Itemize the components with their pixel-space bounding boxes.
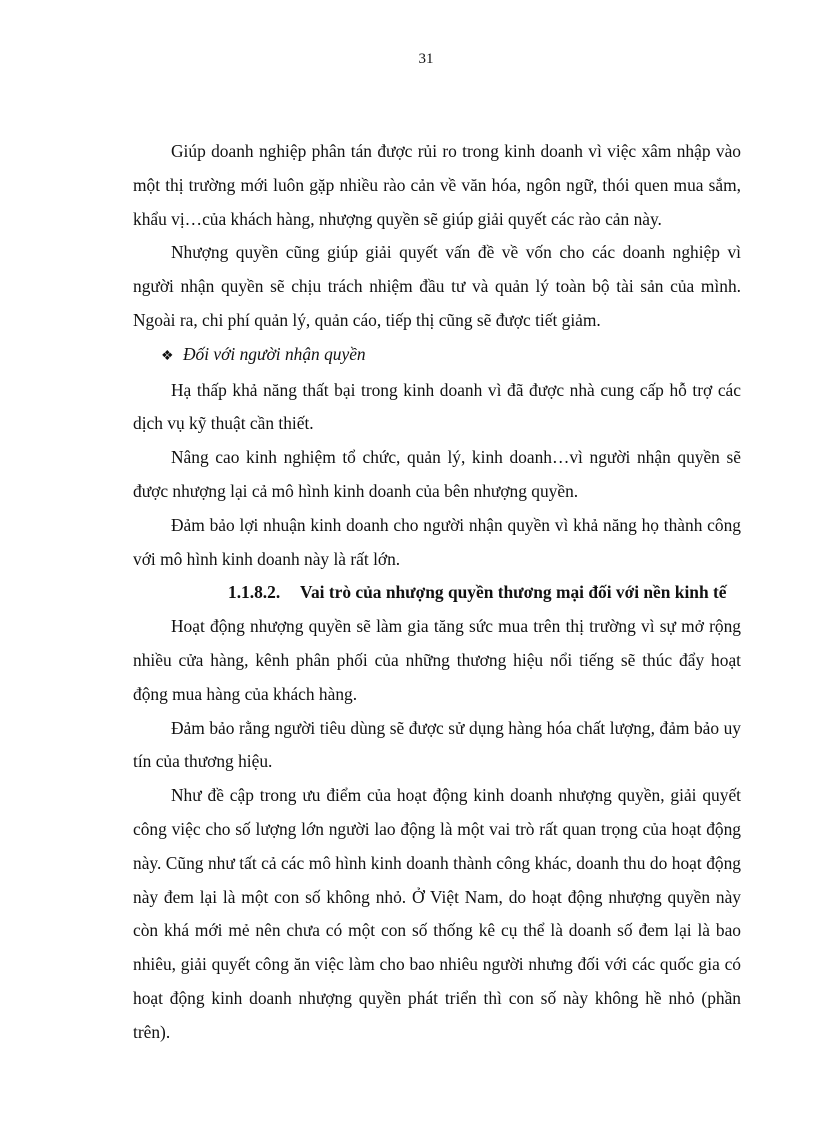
bullet-franchisee-section bbox=[133, 338, 741, 374]
paragraph-reduce-failure: Hạ thấp khả năng thất bại trong kinh doanh vì đã được nhà cung cấp hỗ trợ các dịch vụ kỹ thuật cần thiết. bbox=[133, 379, 741, 434]
paragraph-purchasing-power: Hoạt động nhượng quyền sẽ làm gia tăng sức mua trên thị trường vì sự mở rộng nhiều cửa hàng, kênh phân phối của những thương hiệu nổi tiếng sẽ thúc đẩy hoạt động mua hàng của khách hàng. bbox=[133, 616, 741, 704]
section-heading bbox=[133, 576, 741, 610]
bullet-franchisee-label: Đối với người nhận quyền bbox=[183, 343, 366, 364]
paragraph-risk-distribution: Giúp doanh nghiệp phân tán được rủi ro trong kinh doanh vì việc xâm nhập vào một thị trường mới luôn gặp nhiều rào cản về văn hóa, ngôn ngữ, thói quen mua sắm, khẩu vị…của khách hàng, nhượng quyền sẽ giúp giải quyết các rào cản này. bbox=[133, 141, 741, 229]
paragraph-capital: Nhượng quyền cũng giúp giải quyết vấn đề về vốn cho các doanh nghiệp vì người nhận quyền sẽ chịu trách nhiệm đầu tư và quản lý toàn bộ tài sản của mình. Ngoài ra, chi phí quản lý, quản cáo, tiếp thị cũng sẽ được tiết giảm. bbox=[133, 242, 741, 330]
paragraph-quality: Đảm bảo rằng người tiêu dùng sẽ được sử dụng hàng hóa chất lượng, đảm bảo uy tín của thương hiệu. bbox=[133, 717, 741, 772]
section-heading-title: Vai trò của nhượng quyền thương mại đối với nền kinh tế bbox=[300, 582, 727, 603]
section-heading-number: 1.1.8.2. bbox=[228, 582, 281, 603]
page-number: 31 bbox=[418, 51, 434, 67]
diamond-bullet-icon: ❖ bbox=[161, 348, 174, 364]
paragraph-profit: Đảm bảo lợi nhuận kinh doanh cho người nhận quyền vì khả năng họ thành công với mô hình kinh doanh này là rất lớn. bbox=[133, 514, 741, 569]
paragraph-experience: Nâng cao kinh nghiệm tổ chức, quản lý, kinh doanh…vì người nhận quyền sẽ được nhượng lại cả mô hình kinh doanh của bên nhượng quyền. bbox=[133, 447, 741, 501]
document-body bbox=[133, 135, 741, 1050]
paragraph-employment: Như đề cập trong ưu điểm của hoạt động kinh doanh nhượng quyền, giải quyết công việc cho số lượng lớn người lao động là một vai trò rất quan trọng của hoạt động này. Cũng như tất cả các mô hình kinh doanh thành công khác, doanh thu do hoạt động này đem lại là một con số không nhỏ. Ở Việt Nam, do hoạt động nhượng quyền này còn khá mới mẻ nên chưa có một con số thống kê cụ thể là doanh số đem lại là bao nhiêu, giải quyết công ăn việc làm cho bao nhiêu người nhưng đối với các quốc gia có hoạt động kinh doanh nhượng quyền phát triển thì con số này không hề nhỏ (phần trên). bbox=[133, 785, 741, 1042]
